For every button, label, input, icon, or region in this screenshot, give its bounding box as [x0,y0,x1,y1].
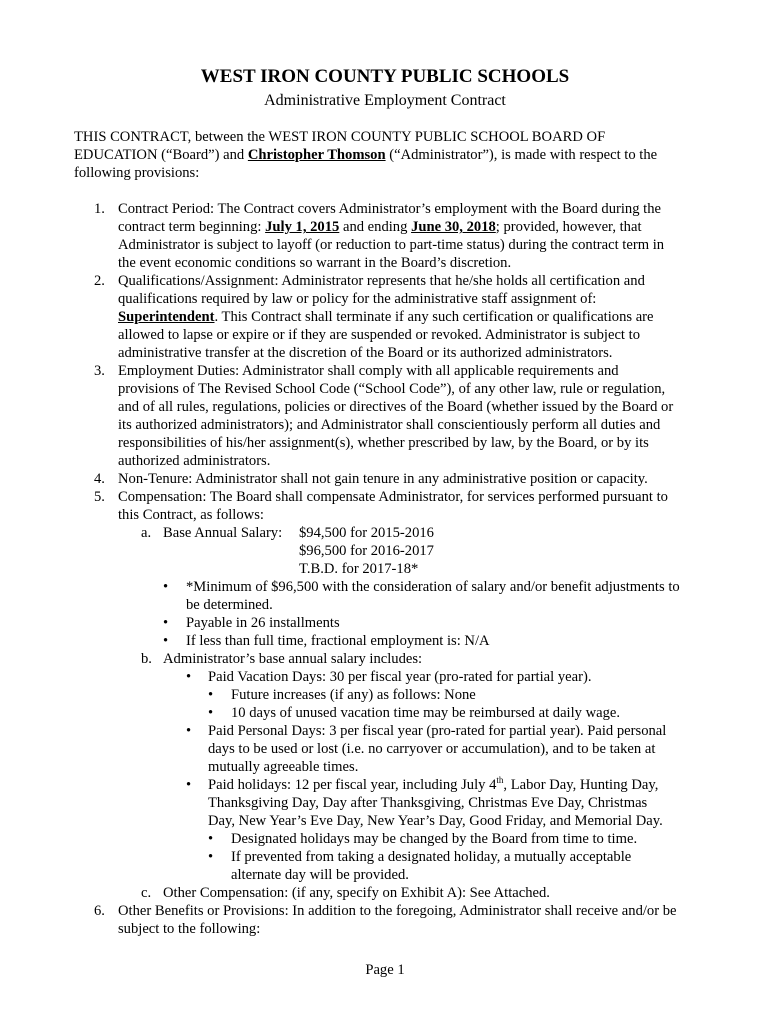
intro-line [74,146,657,164]
salary-line: $96,500 for 2016-2017 [299,543,434,559]
bullet-icon: • [163,633,169,649]
section-3-line: Employment Duties: Administrator shall comply with all applicable requirements and [118,363,619,379]
salary-note-line: be determined. [186,597,273,613]
salary-includes-line: Administrator’s base annual salary includes: [163,651,423,667]
holidays-text: , Labor Day, Hunting Day, [503,777,659,793]
section-6-line: Other Benefits or Provisions: In addition to the foregoing, Administrator shall receive and/or be [118,903,677,919]
vacation-sub-item: 10 days of unused vacation time may be reimbursed at daily wage. [231,705,621,721]
bullet-icon: • [186,723,192,739]
intro-text: EDUCATION (“Board”) and [74,147,248,163]
holidays-sub-item: Designated holidays may be changed by the Board from time to time. [231,831,638,847]
section-2-text: . This Contract shall terminate if any such certification or qualifications are [214,309,654,325]
vacation-sub-item: Future increases (if any) as follows: None [231,687,476,703]
personal-days-line: mutually agreeable times. [208,759,359,775]
section-number: 4. [94,471,105,487]
holidays-line [208,776,658,794]
section-1-text: contract term beginning: [118,219,266,235]
section-2-line: qualifications required by law or policy for the administrative staff assignment of: [118,291,597,307]
holidays-line: Thanksgiving Day, Day after Thanksgiving, Christmas Eve Day, Christmas [208,795,648,811]
holidays-line: Day, New Year’s Eve Day, New Year’s Day, Good Friday, and Memorial Day. [208,813,663,829]
section-number: 6. [94,903,105,919]
other-compensation-line: Other Compensation: (if any, specify on Exhibit A): See Attached. [163,885,550,901]
bullet-icon: • [208,705,214,721]
section-3-line: its authorized administrators); and Administrator shall conscientiously perform all duties and [118,417,661,433]
administrator-name: Christopher Thomson [247,147,386,163]
bullet-icon: • [163,615,169,631]
assignment-position: Superintendent [118,309,215,325]
intro-line: following provisions: [74,165,200,181]
subsection-letter: b. [141,651,152,667]
section-number: 3. [94,363,105,379]
section-3-line: authorized administrators. [118,453,271,469]
bullet-icon: • [208,849,214,865]
section-number: 2. [94,273,105,289]
section-2-line: Qualifications/Assignment: Administrator represents that he/she holds all certification and [118,273,645,289]
intro-text: (“Administrator”), is made with respect to the [385,147,658,163]
page-subtitle: Administrative Employment Contract [264,92,506,109]
section-1-line: the event economic conditions so warrant in the Board’s discretion. [118,255,512,271]
installments-item: Payable in 26 installments [186,615,340,631]
section-1-text: and ending [339,219,412,235]
section-1-line [118,218,642,236]
base-salary-label: Base Annual Salary: [163,525,283,541]
section-1-line: Contract Period: The Contract covers Administrator’s employment with the Board during the [118,201,661,217]
holidays-sub-item: alternate day will be provided. [231,867,409,883]
section-3-line: responsibilities of his/her assignment(s), whether prescribed by law, by the Board, or by its [118,435,649,451]
personal-days-line: days to be used or lost (i.e. no carryover or accumulation), and to be taken at [208,741,656,757]
bullet-icon: • [208,831,214,847]
page-number: Page 1 [365,962,405,978]
salary-line: $94,500 for 2015-2016 [299,525,434,541]
section-1-text: ; provided, however, that [495,219,642,235]
fractional-employment-item: If less than full time, fractional employment is: N/A [186,633,490,649]
bullet-icon: • [186,669,192,685]
vacation-days-item: Paid Vacation Days: 30 per fiscal year (pro-rated for partial year). [208,669,592,685]
contract-end-date: June 30, 2018 [411,219,496,235]
section-6-line: subject to the following: [118,921,261,937]
personal-days-line: Paid Personal Days: 3 per fiscal year (pro-rated for partial year). Paid personal [208,723,667,739]
holidays-sub-item: If prevented from taking a designated holiday, a mutually acceptable [231,849,632,865]
ordinal-suffix: th [496,775,504,786]
bullet-icon: • [163,579,169,595]
section-3-line: and of all rules, regulations, policies or directives of the Board (whether issued by the Board or [118,399,674,415]
bullet-icon: • [186,777,192,793]
salary-line: T.B.D. for 2017-18* [299,561,419,577]
section-number: 1. [94,201,105,217]
subsection-letter: c. [141,885,152,901]
section-4-line: Non-Tenure: Administrator shall not gain tenure in any administrative position or capacity. [118,471,648,487]
section-2-line: allowed to lapse or expire or if they are suspended or revoked. Administrator is subject to [118,327,640,343]
bullet-icon: • [208,687,214,703]
holidays-text: Paid holidays: 12 per fiscal year, including July 4 [208,777,497,793]
intro-line: THIS CONTRACT, between the WEST IRON COUNTY PUBLIC SCHOOL BOARD OF [74,129,606,145]
salary-note-line: *Minimum of $96,500 with the consideration of salary and/or benefit adjustments to [186,579,680,595]
section-5-line: Compensation: The Board shall compensate Administrator, for services performed pursuant to [118,489,668,505]
section-number: 5. [94,489,105,505]
page-title: WEST IRON COUNTY PUBLIC SCHOOLS [200,66,570,87]
section-1-line: Administrator is subject to layoff (or reduction to part-time status) during the contract term in [118,237,665,253]
section-2-line [118,308,654,326]
section-3-line: provisions of The Revised School Code (“School Code”), of any other law, rule or regulation, [118,381,666,397]
contract-start-date: July 1, 2015 [265,219,340,235]
section-2-line: administrative transfer at the discretion of the Board or its authorized administrators. [118,345,613,361]
section-5-line: this Contract, as follows: [118,507,264,523]
subsection-letter: a. [141,525,152,541]
